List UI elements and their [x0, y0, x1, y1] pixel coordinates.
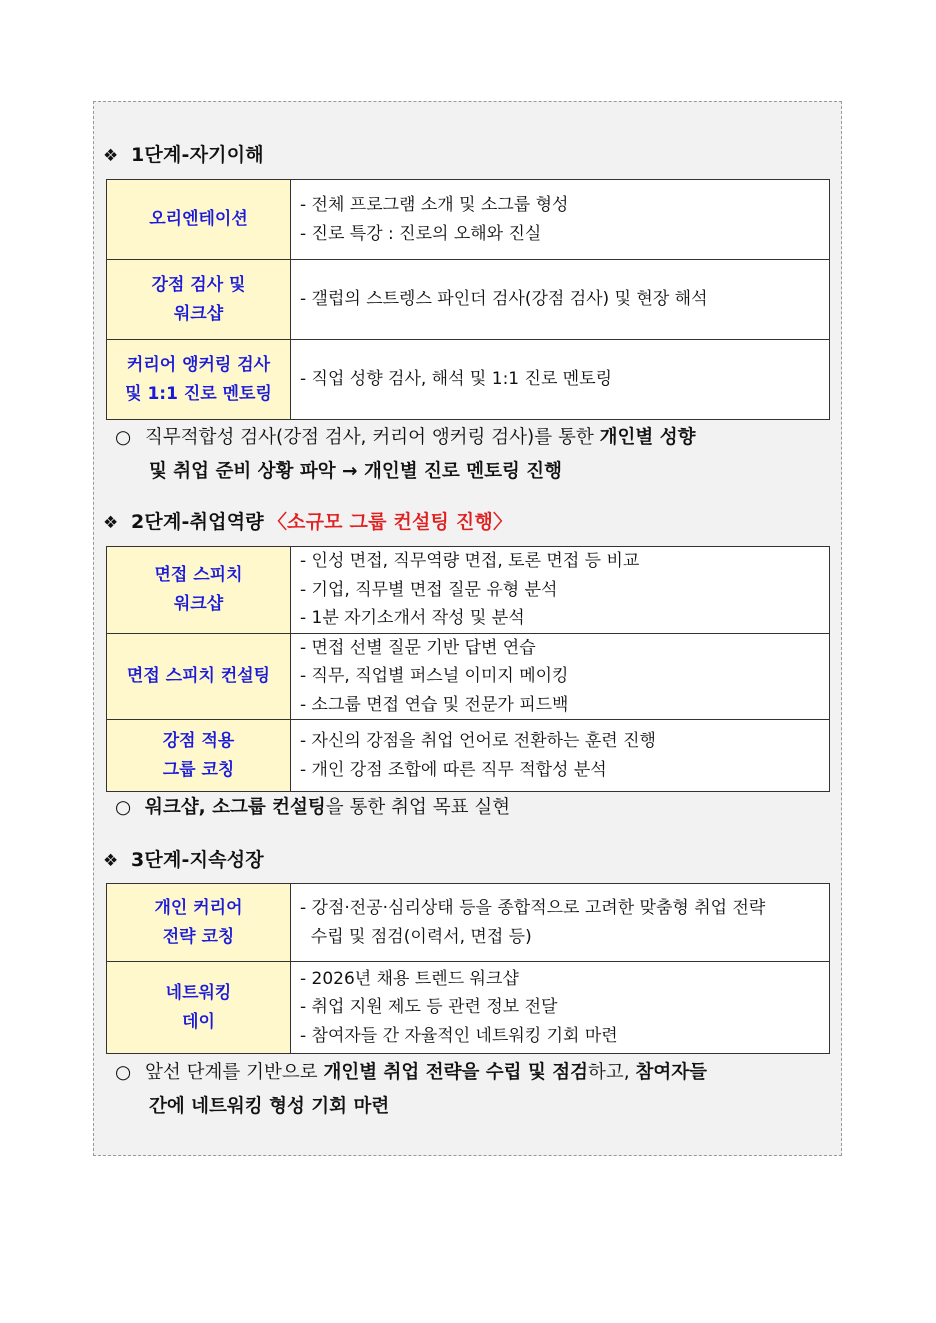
- row-label: 네트워킹 데이: [107, 962, 291, 1054]
- row-label: 면접 스피치 워크샵: [107, 547, 291, 634]
- stage1-table: [106, 179, 830, 420]
- table-row: [107, 962, 830, 1054]
- table-row: [107, 633, 830, 720]
- table-row: [107, 884, 830, 962]
- table-row: [107, 547, 830, 634]
- stage1-heading: [103, 140, 264, 167]
- stage1-summary: ○ 직무적합성 검사(강점 검사, 커리어 앵커링 검사)를 통한 개인별 성향 및 취업 준비 상황 파악 → 개인별 진로 멘토링 진행: [115, 421, 695, 489]
- row-label: 커리어 앵커링 검사 및 1:1 진로 멘토링: [107, 340, 291, 420]
- stage2-heading-note: 〈소규모 그룹 컨설팅 진행〉: [267, 511, 513, 533]
- diamond-bullet-icon: ❖: [103, 851, 119, 871]
- stage2-heading-text: 2단계-취업역량: [131, 511, 264, 533]
- row-content: - 강점·전공·심리상태 등을 종합적으로 고려한 맞춤형 취업 전략 수립 및 점검(이력서, 면접 등): [291, 884, 830, 962]
- diamond-bullet-icon: ❖: [103, 513, 119, 533]
- table-row: [107, 180, 830, 260]
- row-content: - 갤럽의 스트렝스 파인더 검사(강점 검사) 및 현장 해석: [291, 260, 830, 340]
- row-content: - 면접 선별 질문 기반 답변 연습 - 직무, 직업별 퍼스널 이미지 메이킹 - 소그룹 면접 연습 및 전문가 피드백: [291, 633, 830, 720]
- circle-bullet-icon: ○: [115, 1062, 132, 1083]
- stage3-table: [106, 883, 830, 1054]
- stage2-heading: [103, 507, 512, 534]
- row-label: 면접 스피치 컨설팅: [107, 633, 291, 720]
- row-label: 개인 커리어 전략 코칭: [107, 884, 291, 962]
- row-content: - 2026년 채용 트렌드 워크샵 - 취업 지원 제도 등 관련 정보 전달 - 참여자들 간 자율적인 네트워킹 기회 마련: [291, 962, 830, 1054]
- row-content: - 직업 성향 검사, 해석 및 1:1 진로 멘토링: [291, 340, 830, 420]
- circle-bullet-icon: ○: [115, 427, 132, 448]
- row-label: 오리엔테이션: [107, 180, 291, 260]
- table-row: [107, 340, 830, 420]
- stage3-summary: ○ 앞선 단계를 기반으로 개인별 취업 전략을 수립 및 점검하고, 참여자들 간에 네트워킹 형성 기회 마련: [115, 1056, 707, 1124]
- row-content: - 전체 프로그램 소개 및 소그룹 형성 - 진로 특강 : 진로의 오해와 진실: [291, 180, 830, 260]
- row-content: - 자신의 강점을 취업 언어로 전환하는 훈련 진행 - 개인 강점 조합에 따른 직무 적합성 분석: [291, 720, 830, 792]
- row-label: 강점 검사 및 워크샵: [107, 260, 291, 340]
- diamond-bullet-icon: ❖: [103, 146, 119, 166]
- stage3-heading-text: 3단계-지속성장: [131, 849, 264, 871]
- table-row: [107, 260, 830, 340]
- table-row: [107, 720, 830, 792]
- stage2-summary: ○ 워크샵, 소그룹 컨설팅을 통한 취업 목표 실현: [115, 791, 510, 825]
- stage3-heading: [103, 845, 264, 872]
- circle-bullet-icon: ○: [115, 797, 132, 818]
- stage2-table: [106, 546, 830, 792]
- row-content: - 인성 면접, 직무역량 면접, 토론 면접 등 비교 - 기업, 직무별 면접 질문 유형 분석 - 1분 자기소개서 작성 및 분석: [291, 547, 830, 634]
- row-label: 강점 적용 그룹 코칭: [107, 720, 291, 792]
- stage1-heading-text: 1단계-자기이해: [131, 144, 264, 166]
